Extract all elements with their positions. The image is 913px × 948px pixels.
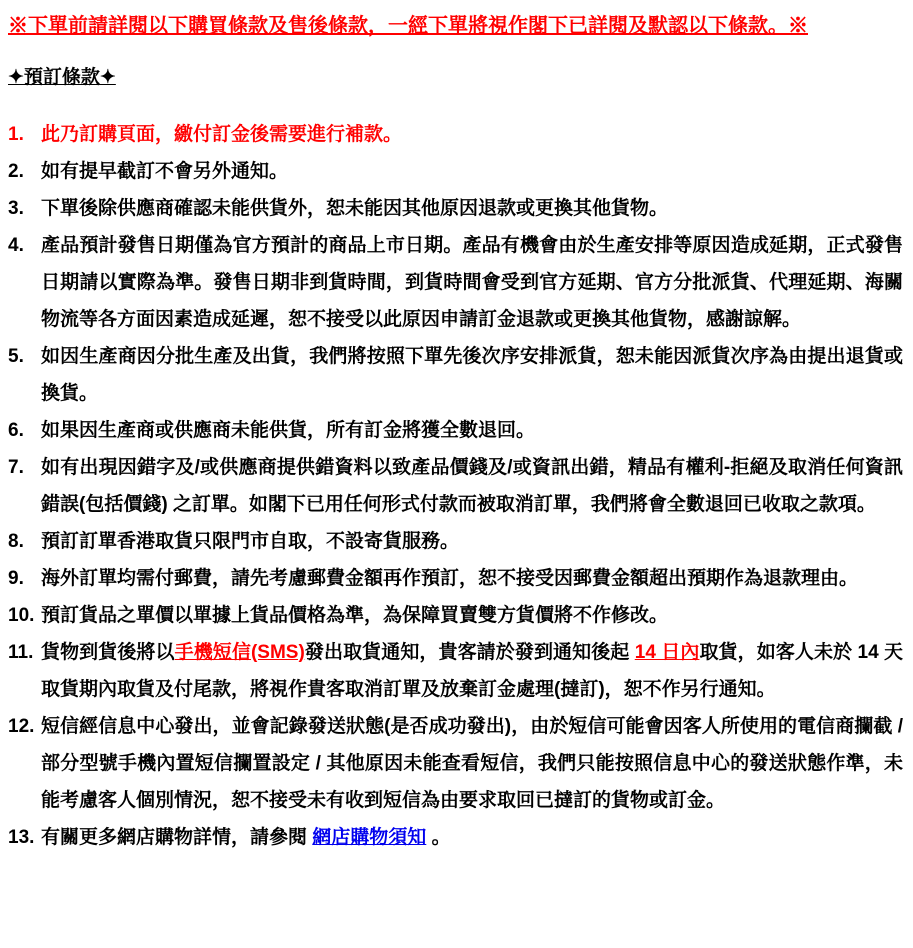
purchase-notice-title: ※下單前請詳閱以下購買條款及售後條款，一經下單將視作閣下已詳閱及默認以下條款。※ — [8, 15, 808, 37]
term-item — [8, 412, 903, 449]
term-text-segment: 預訂訂單香港取貨只限門市自取，不設寄貨服務。 — [41, 530, 460, 552]
term-text-segment: 有關更多網店購物詳情，請參閱 — [41, 826, 313, 848]
term-number: 2. — [8, 160, 24, 182]
term-text-segment: 下單後除供應商確認未能供貨外，恕未能因其他原因退款或更換其他貨物。 — [41, 197, 669, 219]
term-number: 1. — [8, 123, 24, 145]
term-item — [8, 116, 903, 153]
term-item — [8, 634, 903, 708]
shop-guide-link[interactable]: 網店購物須知 — [312, 826, 427, 848]
term-item — [8, 819, 903, 856]
term-text — [41, 412, 903, 449]
term-text-segment: 發出取貨通知，貴客請於發到通知後起 — [304, 641, 635, 663]
term-text-segment: 如果因生產商或供應商未能供貨，所有訂金將獲全數退回。 — [41, 419, 536, 441]
term-text-segment: 產品預計發售日期僅為官方預計的商品上市日期。產品有機會由於生產安排等原因造成延期，正式發售日期請以實際為準。發售日期非到貨時間，到貨時間會受到官方延期、官方分批派貨、代理延期、海關物流等各方面因素造成延遲，恕不接受以此原因申請訂金退款或更換其他貨物，感謝諒解。 — [41, 234, 903, 330]
term-text — [41, 819, 903, 856]
term-number: 9. — [8, 567, 24, 589]
term-item — [8, 597, 903, 634]
term-text-segment: 貨物到貨後將以 — [41, 641, 175, 663]
term-text — [41, 523, 903, 560]
term-text-segment: 如有提早截訂不會另外通知。 — [41, 160, 289, 182]
term-text-segment: 14 日內 — [634, 641, 700, 663]
term-item — [8, 338, 903, 412]
term-item — [8, 523, 903, 560]
terms-list — [8, 116, 903, 856]
preorder-terms-heading: ✦預訂條款✦ — [8, 67, 116, 88]
term-number: 11. — [8, 641, 34, 663]
term-text — [41, 116, 903, 153]
term-item — [8, 227, 903, 338]
term-text — [41, 708, 903, 819]
term-text — [41, 634, 903, 708]
term-text — [41, 153, 903, 190]
term-text-segment: 取貨，如客人未於 14 天取貨期內取貨及付尾款，將視作貴客取消訂單及放棄訂金處理(撻訂)，恕不作另行通知。 — [41, 641, 904, 700]
term-text — [41, 449, 903, 523]
term-number: 8. — [8, 530, 24, 552]
term-text-segment: 如有出現因錯字及/或供應商提供錯資料以致產品價錢及/或資訊出錯，精品有權利-拒絕及取消任何資訊錯誤(包括價錢) 之訂單。如閣下已用任何形式付款而被取消訂單，我們將會全數退回已收取之款項。 — [41, 456, 903, 515]
term-text — [41, 338, 903, 412]
term-text-segment: 短信經信息中心發出，並會記錄發送狀態(是否成功發出)，由於短信可能會因客人所使用的電信商攔截 / 部分型號手機內置短信攔置設定 / 其他原因未能查看短信，我們只能按照信息中心的發送狀態作準，未能考慮客人個別情況，恕不接受未有收到短信為由要求取回已撻訂的貨物或訂金。 — [41, 715, 903, 811]
term-number: 4. — [8, 234, 24, 256]
term-text-segment: 。 — [426, 826, 451, 848]
term-item — [8, 153, 903, 190]
term-text-segment: 此乃訂購頁面，繳付訂金後需要進行補款。 — [41, 123, 403, 145]
term-number: 12. — [8, 715, 35, 737]
term-text — [41, 227, 903, 338]
term-number: 6. — [8, 419, 24, 441]
term-item — [8, 449, 903, 523]
term-text — [41, 190, 903, 227]
term-item — [8, 708, 903, 819]
term-number: 3. — [8, 197, 24, 219]
term-number: 10. — [8, 604, 35, 626]
term-number: 13. — [8, 826, 35, 848]
term-text-segment: 如因生產商因分批生產及出貨，我們將按照下單先後次序安排派貨，恕未能因派貨次序為由提出退貨或換貨。 — [41, 345, 903, 404]
term-text-segment: 海外訂單均需付郵費，請先考慮郵費金額再作預訂，恕不接受因郵費金額超出預期作為退款理由。 — [41, 567, 859, 589]
term-number: 7. — [8, 456, 24, 478]
term-text — [41, 560, 903, 597]
term-text — [41, 597, 903, 634]
term-text-segment: 預訂貨品之單價以單據上貨品價格為準，為保障買賣雙方貨價將不作修改。 — [41, 604, 669, 626]
term-text-segment: 手機短信(SMS) — [174, 641, 305, 663]
term-number: 5. — [8, 345, 24, 367]
term-item — [8, 560, 903, 597]
term-item — [8, 190, 903, 227]
